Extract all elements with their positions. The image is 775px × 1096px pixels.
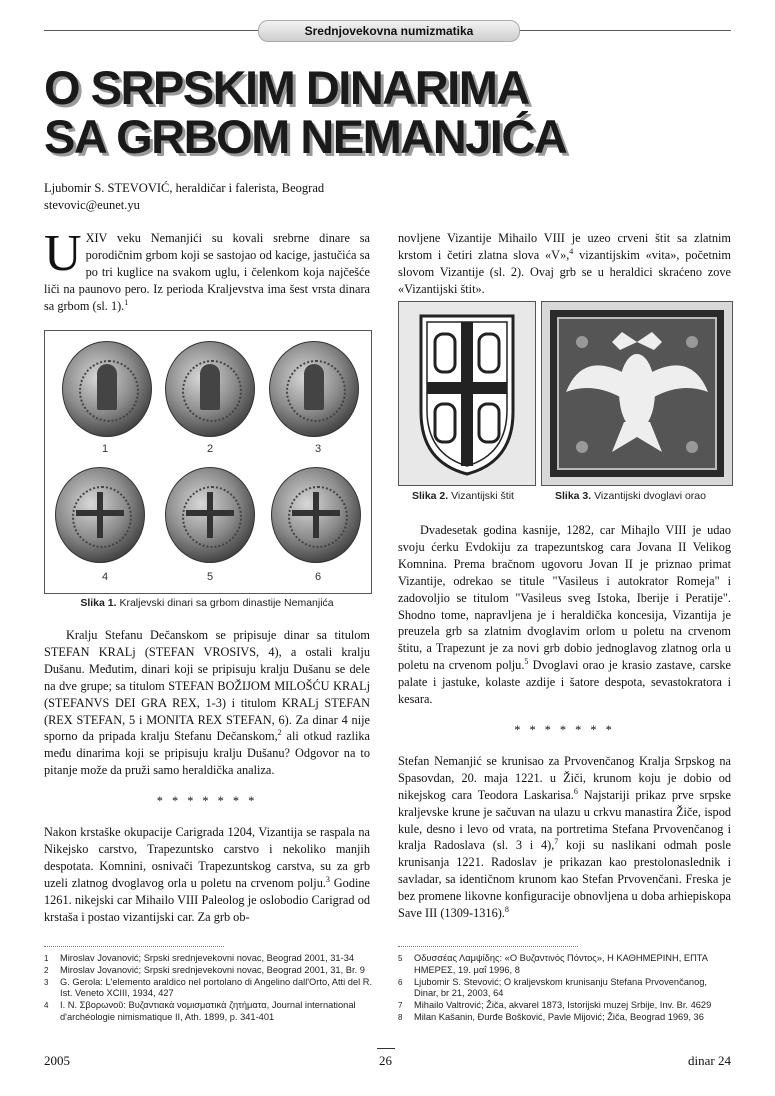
footnote-8: 8 Milan Kašanin, Đurđe Bošković, Pavle Mijović; Žiča, Beograd 1969, 36 <box>398 1011 704 1022</box>
section-label: Srednjovekovna numizmatika <box>258 20 520 42</box>
footnote-3: 3 G. Gerola: L'elemento araldico nel portolano di Angelino dall'Orto, Atti del R. Ist. Veneto XCIII, 1934, 427 <box>44 976 373 999</box>
figure-1-coins <box>44 330 372 594</box>
footnote-ref-6: 6 <box>573 786 578 796</box>
footnote-ref-5: 5 <box>524 657 529 667</box>
drop-cap: U <box>44 225 82 282</box>
footnote-ref-8: 8 <box>504 904 509 914</box>
footer-page-rule <box>377 1048 395 1049</box>
intro-text: XIV veku Nemanjići su kovali srebrne dinare sa porodičnim grbom koji se sastojao od kacige, jastučića sa po tri kuglice na svakom uglu, i čelenkom koja najčešće liči na paunovo pero. Iz perioda Kraljevstva ima šest vrsta dinara sa grbom (sl. 1). <box>44 231 370 313</box>
figure-1-caption: Slika 1. Kraljevski dinari sa grbom dinastije Nemanjića <box>80 597 334 609</box>
section-divider-right: * * * * * * * <box>514 722 615 737</box>
paragraph-brak: Dvadesetak godina kasnije, 1282, car Mihajlo VIII je udao svoju ćerku Evdokiju za trapezuntskog cara Jovana II Velikog Komnina. Prema bračnom ugovoru Jovan II je priznao primat Vizantije, odrekao se titule "Vasileus i autokrator Romeja" i zadovoljio se titulom "Vasileus sveg Istoka, Iberije i Peratije". Shodno tome, napravljena je i heraldička koncesija, Vizantija je preuzela grb sa zlatnim dvoglavim orlom u poletu na crvenom štitu, a Trapezunt je za novi grb dobio jednoglavog zlatnog orla u poletu na crvenom polju.$^5$ Dvoglavi orao je krasio zastave, carske palate i jastuke, kolaste azdije i šatore despota, sevastokratora i kesara. <box>398 523 731 707</box>
coin-6 <box>271 467 361 563</box>
right-column-body <box>398 522 731 922</box>
figure-2-caption: Slika 2. Vizantijski štit <box>412 490 514 502</box>
footer-year: 2005 <box>44 1053 70 1068</box>
footnote-ref-1: 1 <box>124 297 129 307</box>
footnote-ref-2: 2 <box>277 728 282 738</box>
footer-journal: dinar 24 <box>688 1053 731 1068</box>
coin-3 <box>269 341 359 437</box>
title-line-1: O SRPSKIM DINARIMA <box>44 61 529 114</box>
footnotes-right <box>398 953 731 1024</box>
footnote-6: 6 Ljubomir S. Stevović; O kraljevskom krunisanju Stefana Prvovenčanog, Dinar, br 21, 2003, 64 <box>398 976 707 999</box>
footnote-ref-7: 7 <box>554 837 559 847</box>
paragraph-dinari: Kralju Stefanu Dečanskom se pripisuje dinar sa titulom STEFAN KRALj (STEFAN VROSIVS, 4), a ostali kralju Dušanu. Međutim, dinari koji se pripisuju kralju Dušanu se dele na dve grupe; sa titulom STEFAN BOŽIJOM MILOŠĆU KRALj (STEFANVS DEI GRA REX, 1-3) i titulom KRALj STEFAN (REX STEFAN, 5 i MONITA REX STEFAN, 6). Za dinar 4 nije sporno da pripada kralju Stefanu Dečanskom,$^2$ ali otkud razlika među dinarima koji se pripisuju kralju Dušanu? Odgovor na to pitanje može da pruži samo heraldička analiza. <box>44 628 370 778</box>
left-column-intro <box>44 225 370 315</box>
footnote-1: 1 Miroslav Jovanović; Srpski srednjevekovni novac, Beograd 2001, 31-34 <box>44 953 355 963</box>
footnote-4: 4 I. N. Σβορωνοῦ: Βυζαντιακὰ νομισματικὰ ζητήματα, Journal international d'archéologie nimismatique II, Ath. 1899, p. 341-401 <box>44 1000 356 1022</box>
byzantine-shield-image <box>399 302 535 485</box>
title-line-2: SA GRBOM NEMANJIĆA <box>44 110 567 163</box>
footnotes-left <box>44 953 374 1024</box>
footnote-2: 2 Miroslav Jovanović; Srpski srednjevekovni novac, Beograd 2001, 31, Br. 9 <box>44 964 365 975</box>
author-line: Ljubomir S. STEVOVIĆ, heraldičar i falerista, Beograd <box>44 181 325 195</box>
section-divider-left: * * * * * * * <box>156 794 258 809</box>
header-rule-left <box>44 30 258 31</box>
coin-label-6: 6 <box>315 571 322 583</box>
figure-2-shield <box>398 301 536 486</box>
footer-page-number: 26 <box>379 1053 392 1068</box>
footnote-ref-3: 3 <box>325 874 330 884</box>
footnote-rule-left <box>44 946 224 947</box>
author-block <box>44 180 324 214</box>
right-column-top <box>398 230 731 298</box>
intro-paragraph <box>44 225 370 315</box>
left-column-body <box>44 627 370 926</box>
footnote-5: 5 Οδυσσέας Λαμψίδης: «Ο Βυζαντινός Πόντος», Η ΚΑΘΗΜΕΡΙΝΗ, ΕΠΤΑ ΗΜΕΡΕΣ, 19. μαΐ 1996, 8 <box>398 953 708 975</box>
coin-label-3: 3 <box>315 443 322 455</box>
coin-label-1: 1 <box>102 443 109 455</box>
figure-3-caption: Slika 3. Vizantijski dvoglavi orao <box>555 490 706 502</box>
coin-label-4: 4 <box>102 571 109 583</box>
figure-3-eagle <box>541 301 733 486</box>
footnote-ref-4: 4 <box>569 246 574 256</box>
coin-2 <box>165 341 255 437</box>
coin-5 <box>165 467 255 563</box>
coin-4 <box>55 467 145 563</box>
footnote-7: 7 Mihailo Valtrović; Žiča, akvarel 1873, Istorijski muzej Srbije, Inv. Br. 4629 <box>398 1000 712 1011</box>
coin-1 <box>62 341 152 437</box>
author-email: stevovic@eunet.yu <box>44 198 140 212</box>
paragraph-stit: novljene Vizantije Mihailo VIII je uzeo crveni štit sa zlatnim krstom i četiri zlatna slova «V»,$^4$ vizantijskim «vita», početnim slovom Vizantije (sl. 2). Ovaj grb se u heraldici skraćeno zove «Vizantijski štit». <box>398 231 731 296</box>
double-headed-eagle-image <box>542 302 732 485</box>
article-title <box>44 63 566 161</box>
paragraph-vizantija: Nakon krstaške okupacije Carigrada 1204, Vizantija se raspala na Nikejsko carstvo, Trapezuntsko carstvo i nekoliko manjih despotata. Komnini, osnivači Trapezuntskog carstva, su za grb uzeli zlatnog dvoglavog orla u poletu na crvenom polju.$^3$ Godine 1261. nikejski car Mihailo VIII Paleolog je oslobodio Carigrad od krstaša i postao vizantijski car. Za grb ob- <box>44 825 370 924</box>
footnote-rule-right <box>398 946 578 947</box>
header-rule-right <box>518 30 731 31</box>
coin-label-5: 5 <box>207 571 214 583</box>
coin-label-2: 2 <box>207 443 214 455</box>
paragraph-krunisanje: Stefan Nemanjić se krunisao za Prvovenčanog Kralja Srpskog na Spasovdan, 20. maja 1221. u Žiči, krunom koju je dobio od nikejskog cara Teodora Laskarisa.$^6$ Najstariji prikaz prve srpske kraljevske krune je sačuvan na ulazu u crkvu manastira Žiče, ispod kule, desno i levo od vrata, na portretima Stefana Prvovenčanog i kralja Radoslava (sl. 3 i 4),$^7$ koji su naslikani odmah posle krunisanja 1221. Radoslav je prikazan kao prestolonaslednik i savladar, sa identičnom krunom kao Stefan Prvovenčani. Freska je bez promene likovne konfiguracije obnovljena u doba arhiepiskopa Save III (1309-1316).$^8$ <box>398 753 731 921</box>
